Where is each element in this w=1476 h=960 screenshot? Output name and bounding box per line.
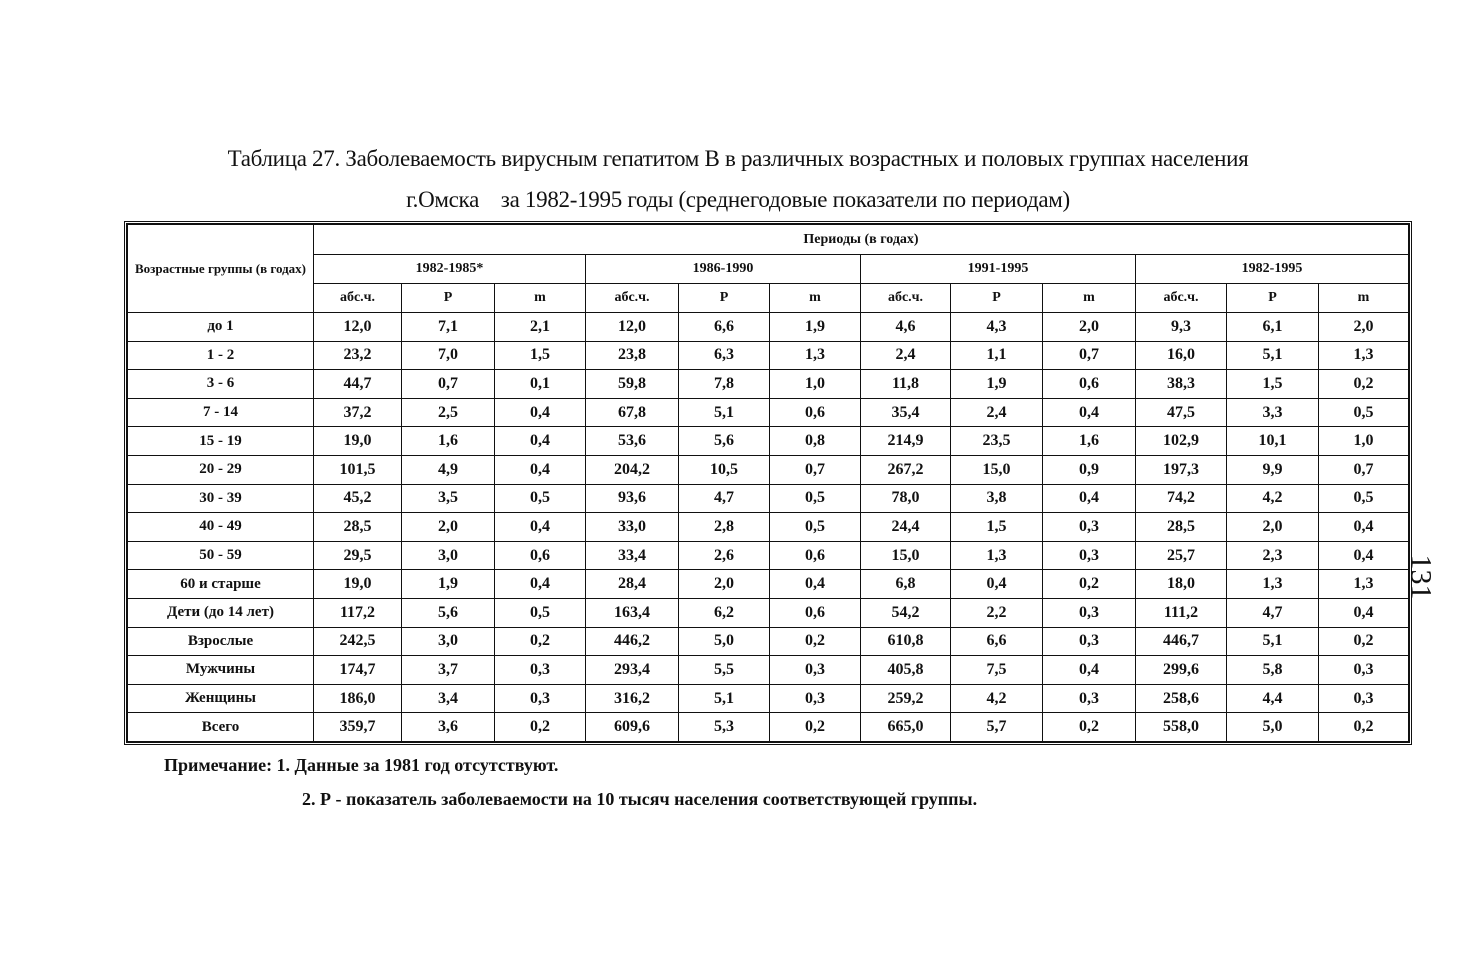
table-cell: 44,7 xyxy=(314,370,402,399)
table-cell: 0,3 xyxy=(1043,627,1136,656)
row-label: 40 - 49 xyxy=(128,513,314,542)
table-cell: 3,6 xyxy=(402,713,495,742)
table-cell: 359,7 xyxy=(314,713,402,742)
table-cell: 78,0 xyxy=(861,484,951,513)
table-cell: 54,2 xyxy=(861,598,951,627)
row-label: 60 и старше xyxy=(128,570,314,599)
table-cell: 0,3 xyxy=(1319,656,1409,685)
table-cell: 4,2 xyxy=(1227,484,1319,513)
table-cell: 0,2 xyxy=(495,713,586,742)
table-cell: 0,2 xyxy=(770,713,861,742)
table-cell: 0,3 xyxy=(770,684,861,713)
table-cell: 3,7 xyxy=(402,656,495,685)
table-cell: 1,0 xyxy=(770,370,861,399)
table-row xyxy=(128,427,1409,456)
table-cell: 5,5 xyxy=(679,656,770,685)
table-cell: 53,6 xyxy=(586,427,679,456)
subcolumn-header: m xyxy=(495,284,586,313)
table-cell: 3,5 xyxy=(402,484,495,513)
subcolumn-header: m xyxy=(770,284,861,313)
table-cell: 1,1 xyxy=(951,341,1043,370)
table-cell: 610,8 xyxy=(861,627,951,656)
table-cell: 2,2 xyxy=(951,598,1043,627)
table-cell: 0,6 xyxy=(1043,370,1136,399)
table-cell: 0,6 xyxy=(770,541,861,570)
table-cell: 609,6 xyxy=(586,713,679,742)
table-cell: 316,2 xyxy=(586,684,679,713)
table-cell: 4,9 xyxy=(402,455,495,484)
table-cell: 5,6 xyxy=(402,598,495,627)
table-cell: 293,4 xyxy=(586,656,679,685)
table-cell: 28,4 xyxy=(586,570,679,599)
table-cell: 4,7 xyxy=(1227,598,1319,627)
table-cell: 6,6 xyxy=(951,627,1043,656)
subcolumn-header: абс.ч. xyxy=(314,284,402,313)
table-row xyxy=(128,313,1409,342)
table-title-line-1: Таблица 27. Заболеваемость вирусным гепатитом В в различных возрастных и половых группах населения xyxy=(227,146,1249,171)
table-cell: 0,4 xyxy=(495,455,586,484)
table-cell: 0,6 xyxy=(495,541,586,570)
table-cell: 0,6 xyxy=(770,398,861,427)
table-cell: 0,7 xyxy=(1043,341,1136,370)
row-label: Взрослые xyxy=(128,627,314,656)
period-header: 1982-1985* xyxy=(314,255,586,284)
table-cell: 446,2 xyxy=(586,627,679,656)
table-row xyxy=(128,398,1409,427)
table-cell: 10,5 xyxy=(679,455,770,484)
table-cell: 28,5 xyxy=(1136,513,1227,542)
table-row xyxy=(128,455,1409,484)
table-cell: 0,3 xyxy=(1043,513,1136,542)
table-row xyxy=(128,570,1409,599)
table-row xyxy=(128,484,1409,513)
table-cell: 1,3 xyxy=(951,541,1043,570)
table-cell: 1,9 xyxy=(770,313,861,342)
table-cell: 0,4 xyxy=(1319,541,1409,570)
subcolumn-header: m xyxy=(1043,284,1136,313)
table-cell: 47,5 xyxy=(1136,398,1227,427)
subcolumn-header: m xyxy=(1319,284,1409,313)
table-cell: 28,5 xyxy=(314,513,402,542)
table-cell: 0,2 xyxy=(1319,370,1409,399)
table-cell: 5,3 xyxy=(679,713,770,742)
subcolumn-header: Р xyxy=(402,284,495,313)
table-cell: 0,7 xyxy=(1319,455,1409,484)
table-cell: 4,4 xyxy=(1227,684,1319,713)
table-cell: 2,0 xyxy=(1227,513,1319,542)
table-cell: 1,5 xyxy=(951,513,1043,542)
table-cell: 4,3 xyxy=(951,313,1043,342)
row-label: 15 - 19 xyxy=(128,427,314,456)
table-cell: 3,0 xyxy=(402,627,495,656)
table-cell: 0,4 xyxy=(495,513,586,542)
table-cell: 5,8 xyxy=(1227,656,1319,685)
table-cell: 67,8 xyxy=(586,398,679,427)
table-cell: 0,2 xyxy=(770,627,861,656)
row-label: Женщины xyxy=(128,684,314,713)
subcolumn-header: абс.ч. xyxy=(861,284,951,313)
row-label: Всего xyxy=(128,713,314,742)
row-label: 1 - 2 xyxy=(128,341,314,370)
period-header: 1991-1995 xyxy=(861,255,1136,284)
table-cell: 0,2 xyxy=(1043,713,1136,742)
table-cell: 0,4 xyxy=(1043,484,1136,513)
table-cell: 2,8 xyxy=(679,513,770,542)
periods-header: Периоды (в годах) xyxy=(314,225,1409,255)
table-row xyxy=(128,598,1409,627)
table-cell: 7,0 xyxy=(402,341,495,370)
table-cell: 15,0 xyxy=(951,455,1043,484)
table-cell: 0,7 xyxy=(770,455,861,484)
table-cell: 0,4 xyxy=(495,427,586,456)
table-cell: 101,5 xyxy=(314,455,402,484)
table-cell: 25,7 xyxy=(1136,541,1227,570)
table-cell: 186,0 xyxy=(314,684,402,713)
page-number: 131 xyxy=(1404,554,1438,600)
table-cell: 558,0 xyxy=(1136,713,1227,742)
table-cell: 174,7 xyxy=(314,656,402,685)
table-cell: 15,0 xyxy=(861,541,951,570)
table-cell: 5,6 xyxy=(679,427,770,456)
table-cell: 4,2 xyxy=(951,684,1043,713)
row-label: 7 - 14 xyxy=(128,398,314,427)
table-cell: 16,0 xyxy=(1136,341,1227,370)
table-cell: 0,4 xyxy=(495,398,586,427)
table-cell: 242,5 xyxy=(314,627,402,656)
table-cell: 0,3 xyxy=(495,684,586,713)
table-cell: 0,2 xyxy=(1319,713,1409,742)
table-cell: 0,5 xyxy=(1319,398,1409,427)
table-row xyxy=(128,541,1409,570)
table-cell: 12,0 xyxy=(314,313,402,342)
table-cell: 0,5 xyxy=(1319,484,1409,513)
table-cell: 1,3 xyxy=(1319,570,1409,599)
table-cell: 0,3 xyxy=(1319,684,1409,713)
table-cell: 163,4 xyxy=(586,598,679,627)
row-label: Дети (до 14 лет) xyxy=(128,598,314,627)
table-cell: 1,3 xyxy=(770,341,861,370)
table-cell: 214,9 xyxy=(861,427,951,456)
table-cell: 7,8 xyxy=(679,370,770,399)
morbidity-table xyxy=(127,224,1409,742)
table-cell: 12,0 xyxy=(586,313,679,342)
table-cell: 5,1 xyxy=(679,398,770,427)
table-cell: 2,4 xyxy=(861,341,951,370)
table-cell: 0,3 xyxy=(1043,598,1136,627)
table-cell: 405,8 xyxy=(861,656,951,685)
table-cell: 446,7 xyxy=(1136,627,1227,656)
table-cell: 0,3 xyxy=(1043,541,1136,570)
table-cell: 59,8 xyxy=(586,370,679,399)
table-cell: 1,9 xyxy=(402,570,495,599)
table-cell: 19,0 xyxy=(314,570,402,599)
table-cell: 0,5 xyxy=(770,484,861,513)
table-cell: 299,6 xyxy=(1136,656,1227,685)
table-cell: 0,4 xyxy=(1319,598,1409,627)
table-cell: 0,7 xyxy=(402,370,495,399)
period-header: 1982-1995 xyxy=(1136,255,1409,284)
table-cell: 0,6 xyxy=(770,598,861,627)
table-cell: 3,3 xyxy=(1227,398,1319,427)
table-cell: 1,3 xyxy=(1319,341,1409,370)
table-cell: 197,3 xyxy=(1136,455,1227,484)
table-cell: 9,3 xyxy=(1136,313,1227,342)
table-cell: 0,4 xyxy=(1043,656,1136,685)
table-cell: 2,5 xyxy=(402,398,495,427)
row-label: 20 - 29 xyxy=(128,455,314,484)
table-cell: 0,3 xyxy=(770,656,861,685)
table-cell: 35,4 xyxy=(861,398,951,427)
table-cell: 6,2 xyxy=(679,598,770,627)
table-cell: 1,3 xyxy=(1227,570,1319,599)
subcolumn-header: абс.ч. xyxy=(586,284,679,313)
footnote-2: 2. Р - показатель заболеваемости на 10 тысяч населения соответствующей группы. xyxy=(302,789,978,809)
table-row xyxy=(128,513,1409,542)
table-row xyxy=(128,656,1409,685)
table-cell: 24,4 xyxy=(861,513,951,542)
table-cell: 0,1 xyxy=(495,370,586,399)
table-cell: 2,4 xyxy=(951,398,1043,427)
table-cell: 0,2 xyxy=(1319,627,1409,656)
row-header-age-groups: Возрастные группы (в годах) xyxy=(128,225,314,313)
table-cell: 19,0 xyxy=(314,427,402,456)
table-cell: 33,0 xyxy=(586,513,679,542)
table-cell: 5,1 xyxy=(679,684,770,713)
table-cell: 18,0 xyxy=(1136,570,1227,599)
table-cell: 117,2 xyxy=(314,598,402,627)
subcolumn-header: Р xyxy=(951,284,1043,313)
table-cell: 1,9 xyxy=(951,370,1043,399)
table-cell: 0,5 xyxy=(495,484,586,513)
row-label: до 1 xyxy=(128,313,314,342)
table-cell: 0,2 xyxy=(1043,570,1136,599)
table-cell: 7,1 xyxy=(402,313,495,342)
table-cell: 0,3 xyxy=(495,656,586,685)
table-cell: 1,5 xyxy=(1227,370,1319,399)
table-cell: 11,8 xyxy=(861,370,951,399)
row-label: 3 - 6 xyxy=(128,370,314,399)
table-cell: 5,0 xyxy=(679,627,770,656)
table-cell: 37,2 xyxy=(314,398,402,427)
table-cell: 5,1 xyxy=(1227,627,1319,656)
table-cell: 2,6 xyxy=(679,541,770,570)
footnote-1: Примечание: 1. Данные за 1981 год отсутствуют. xyxy=(164,755,559,775)
subcolumn-header: абс.ч. xyxy=(1136,284,1227,313)
table-cell: 9,9 xyxy=(1227,455,1319,484)
table-cell: 2,0 xyxy=(402,513,495,542)
table-cell: 5,1 xyxy=(1227,341,1319,370)
table-row xyxy=(128,684,1409,713)
table-row xyxy=(128,627,1409,656)
table-cell: 0,3 xyxy=(1043,684,1136,713)
table-cell: 267,2 xyxy=(861,455,951,484)
table-cell: 6,1 xyxy=(1227,313,1319,342)
table-cell: 2,0 xyxy=(1043,313,1136,342)
table-cell: 0,5 xyxy=(495,598,586,627)
table-cell: 74,2 xyxy=(1136,484,1227,513)
table-cell: 1,6 xyxy=(1043,427,1136,456)
table-cell: 111,2 xyxy=(1136,598,1227,627)
table-title-line-2: г.Омска за 1982-1995 годы (среднегодовые показатели по периодам) xyxy=(406,187,1070,212)
table-cell: 204,2 xyxy=(586,455,679,484)
table-cell: 665,0 xyxy=(861,713,951,742)
table-cell: 259,2 xyxy=(861,684,951,713)
row-label: 30 - 39 xyxy=(128,484,314,513)
row-label: 50 - 59 xyxy=(128,541,314,570)
table-cell: 29,5 xyxy=(314,541,402,570)
table-cell: 0,9 xyxy=(1043,455,1136,484)
table-cell: 7,5 xyxy=(951,656,1043,685)
table-cell: 3,4 xyxy=(402,684,495,713)
table-cell: 23,8 xyxy=(586,341,679,370)
table-cell: 5,7 xyxy=(951,713,1043,742)
table-cell: 38,3 xyxy=(1136,370,1227,399)
table-cell: 0,4 xyxy=(770,570,861,599)
table-cell: 4,6 xyxy=(861,313,951,342)
table-cell: 6,6 xyxy=(679,313,770,342)
table-cell: 33,4 xyxy=(586,541,679,570)
table-cell: 2,1 xyxy=(495,313,586,342)
table-cell: 258,6 xyxy=(1136,684,1227,713)
table-cell: 10,1 xyxy=(1227,427,1319,456)
table-cell: 2,0 xyxy=(1319,313,1409,342)
morbidity-table-frame xyxy=(124,221,1412,745)
table-cell: 0,4 xyxy=(951,570,1043,599)
table-row xyxy=(128,713,1409,742)
table-row xyxy=(128,341,1409,370)
row-label: Мужчины xyxy=(128,656,314,685)
table-cell: 93,6 xyxy=(586,484,679,513)
table-cell: 2,0 xyxy=(679,570,770,599)
table-cell: 0,4 xyxy=(1043,398,1136,427)
period-header: 1986-1990 xyxy=(586,255,861,284)
table-cell: 0,5 xyxy=(770,513,861,542)
table-cell: 102,9 xyxy=(1136,427,1227,456)
table-cell: 5,0 xyxy=(1227,713,1319,742)
table-cell: 1,0 xyxy=(1319,427,1409,456)
table-cell: 2,3 xyxy=(1227,541,1319,570)
subcolumn-header: Р xyxy=(1227,284,1319,313)
table-row xyxy=(128,370,1409,399)
table-cell: 1,5 xyxy=(495,341,586,370)
table-cell: 23,2 xyxy=(314,341,402,370)
table-cell: 0,4 xyxy=(495,570,586,599)
table-cell: 3,0 xyxy=(402,541,495,570)
table-cell: 4,7 xyxy=(679,484,770,513)
table-cell: 45,2 xyxy=(314,484,402,513)
subcolumn-header: Р xyxy=(679,284,770,313)
table-cell: 0,2 xyxy=(495,627,586,656)
table-cell: 3,8 xyxy=(951,484,1043,513)
table-cell: 1,6 xyxy=(402,427,495,456)
table-cell: 6,3 xyxy=(679,341,770,370)
table-cell: 0,8 xyxy=(770,427,861,456)
table-cell: 0,4 xyxy=(1319,513,1409,542)
table-cell: 6,8 xyxy=(861,570,951,599)
table-cell: 23,5 xyxy=(951,427,1043,456)
